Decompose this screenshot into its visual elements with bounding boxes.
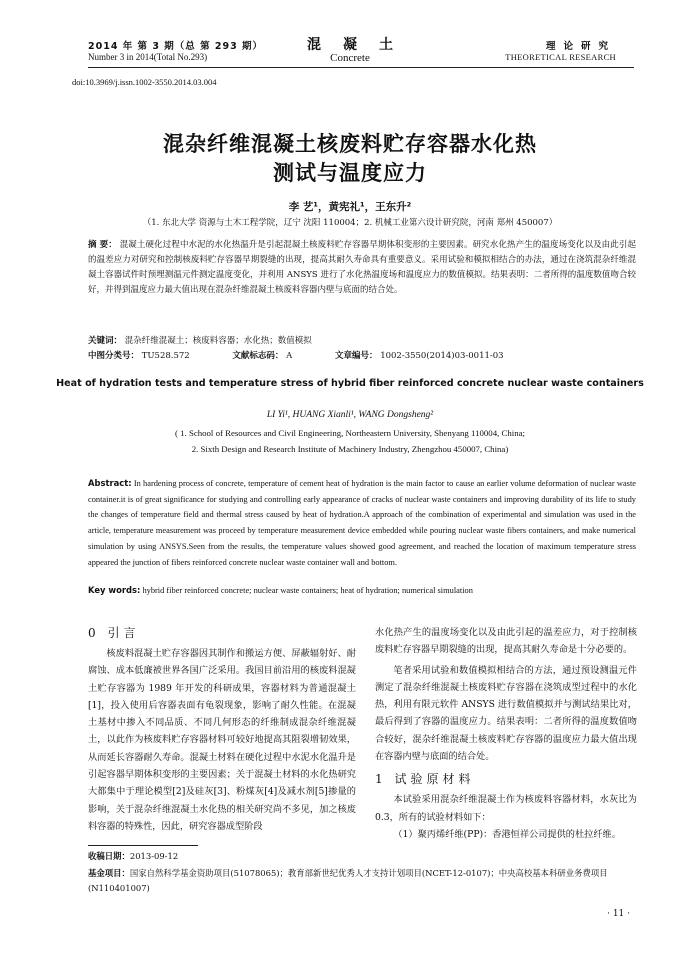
section-1-item-1: （1）聚丙烯纤维(PP)：香港恒祥公司提供的杜拉纤维。	[393, 828, 621, 840]
paper-title-en: Heat of hydration tests and temperature stress of hybrid fiber reinforced concrete nuclear waste containers	[56, 378, 644, 389]
doc-code-label: 文献标志码：	[232, 351, 284, 361]
body-right-column	[375, 624, 637, 843]
abstract-cn	[88, 238, 636, 298]
authors-en: LI Yi¹, HUANG Xianli¹, WANG Dongsheng²	[266, 410, 434, 420]
section-1-paragraph-1: 本试验采用混杂纤维混凝土作为核废料容器材料，水灰比为 0.3，所有的试验材料如下：	[375, 794, 637, 823]
received-date	[88, 849, 638, 864]
affiliation-en-line2: 2. Sixth Design and Research Institute of Machinery Industry, Zhengzhou 450007, China)	[191, 444, 509, 454]
keywords-en	[88, 585, 636, 595]
section-0-paragraph-1: 核废料混凝土贮存容器因其制作和搬运方便、屏蔽辐射好、耐腐蚀、成本低廉被世界各国广泛采用。我国目前沿用的核废料混凝土贮存容器为 1989 年开发的科研成果，容器材料为普通混凝土[1]，投入使用后容器表面有龟裂现象，影响了耐久性能。在混凝土基材中掺入不同品质、不同几何形态的纤维制成混杂纤维混凝土，以此作为核废料贮存容器材料可较好地提高其阻裂增韧效果，从而延长容器耐久寿命。混凝土材料在硬化过程中水泥水化温升是引起容器早期体积变形的主要因素；关于混凝土材料的水化热研究大都集中于理论模型[2]及硅灰[3]、粉煤灰[4]及减水剂[5]掺量的影响，关于混杂纤维混凝土水化热的相关研究尚不多见，加之核废料容器的特殊性，因此，研究容器成型阶段	[88, 648, 356, 832]
article-number-value: 1002-3550(2014)03-0011-03	[380, 351, 504, 361]
section-0-paragraph-1-continued: 水化热产生的温度场变化以及由此引起的温差应力，对于控制核废料贮存容器早期裂缝的出现，提高其耐久寿命是十分必要的。	[375, 627, 637, 656]
keywords-en-text: hybrid fiber reinforced concrete; nuclear waste containers; heat of hydration; numerical simulation	[142, 586, 473, 595]
body-left-column	[88, 645, 356, 835]
keywords-en-label: Key words:	[88, 585, 141, 595]
authors-cn: 李 艺¹，黄宪礼¹，王东升²	[288, 201, 412, 213]
page-number: · 11 ·	[607, 909, 630, 919]
received-value: 2013-09-12	[129, 851, 179, 861]
section-0-paragraph-2: 笔者采用试验和数值模拟相结合的方法，通过预设测温元件测定了混杂纤维混凝土核废料贮存容器在浇筑成型过程中的水化热，利用有限元软件 ANSYS 进行数值模拟并与测试结果比对，最后得到了容器的温度应力。结果表明：二者所得的温度数值吻合较好，混杂纤维混凝土核废料贮存容器的温度应力最大值出现在容器内壁与底面的结合处。	[375, 664, 637, 763]
section-1-heading: 1 试验原材料	[375, 772, 475, 787]
affiliation-cn: （1. 东北大学 资源与土木工程学院，辽宁 沈阳 110004；2. 机械工业第六设计研究院，河南 郑州 450007）	[142, 218, 558, 228]
abstract-cn-text: 混凝土硬化过程中水泥的水化热温升是引起混凝土核废料贮存容器早期体积变形的主要因素。研究水化热产生的温度场变化以及由此引起的温差应力对研究和控制核废料贮存容器早期裂缝的出现，提高其耐久寿命具有重要意义。采用试验和模拟相结合的办法，通过在浇筑混杂纤维混凝土容器试件时预埋测温元件测定温度变化，并利用 ANSYS 进行了水化热温度场和温度应力的数值模拟。结果表明：二者所得的温度数值吻合较好，并得到温度应力最大值出现在混杂纤维混凝土核废料容器内壁与底面的结合处。	[88, 240, 636, 295]
doc-code-value: A	[286, 351, 293, 361]
header-section-cn: 理论研究	[545, 41, 616, 52]
fund-text: 国家自然科学基金资助项目(51078065)；教育部新世纪优秀人才支持计划项目(NCET-12-0107)；中央高校基本科研业务费项目(N110401007)	[88, 868, 608, 893]
keywords-cn	[88, 334, 636, 346]
abstract-en-label: Abstract:	[88, 478, 132, 488]
header-journal-cn: 混凝土	[307, 37, 415, 53]
article-number-label: 文章编号：	[334, 351, 378, 361]
section-0-heading: 0 引言	[88, 626, 140, 640]
clc-value: TU528.572	[141, 351, 190, 361]
header-issue-en: Number 3 in 2014(Total No.293)	[88, 52, 208, 62]
fund-note	[88, 866, 638, 896]
affiliation-en-line1: ( 1. School of Resources and Civil Engineering, Northeastern University, Shenyang 110004, China;	[175, 428, 525, 438]
paper-title-line1: 混杂纤维混凝土核废料贮存容器水化热	[163, 132, 537, 156]
doi: doi:10.3969/j.issn.1002-3550.2014.03.004	[72, 77, 217, 87]
footnote-rule	[88, 845, 198, 846]
header-journal-en: Concrete	[330, 52, 370, 64]
paper-title-line2: 测试与温度应力	[273, 161, 427, 185]
fund-label: 基金项目：	[88, 868, 130, 878]
header-section-en: THEORETICAL RESEARCH	[505, 52, 616, 62]
keywords-cn-text: 混杂纤维混凝土；核废料容器；水化热；数值模拟	[124, 336, 312, 346]
abstract-cn-label: 摘 要：	[88, 240, 117, 250]
received-label: 收稿日期：	[88, 851, 130, 861]
classification-line	[88, 349, 636, 361]
header-issue-cn: 2014 年 第 3 期（总 第 293 期）	[88, 41, 264, 52]
clc-label: 中图分类号：	[88, 351, 140, 361]
header-rule	[88, 67, 634, 68]
abstract-en	[88, 476, 636, 570]
abstract-en-text: In hardening process of concrete, temperature of cement heat of hydration is the main factor to cause an earlier volume deformation of nuclear waste container.it is of great significance for studying and controlling early appearance of cracks of nuclear waste containers and improving durability of its life to study the changes of temperature field and thermal stress caused by heat of hydration.A approach of the combination of experimental and simulation was used in the article, temperature measurement was proceed by temperature measurement device embedded while pouring nuclear waste fibers containers, and make numerical simulation by using ANSYS.Seen from the results, the temperature values showed good agreement, and reached the location of maximum temperature stress appeared the junction of fibers reinforced concrete nuclear waste container wall and bottom.	[88, 479, 636, 567]
keywords-cn-label: 关键词：	[88, 336, 123, 346]
